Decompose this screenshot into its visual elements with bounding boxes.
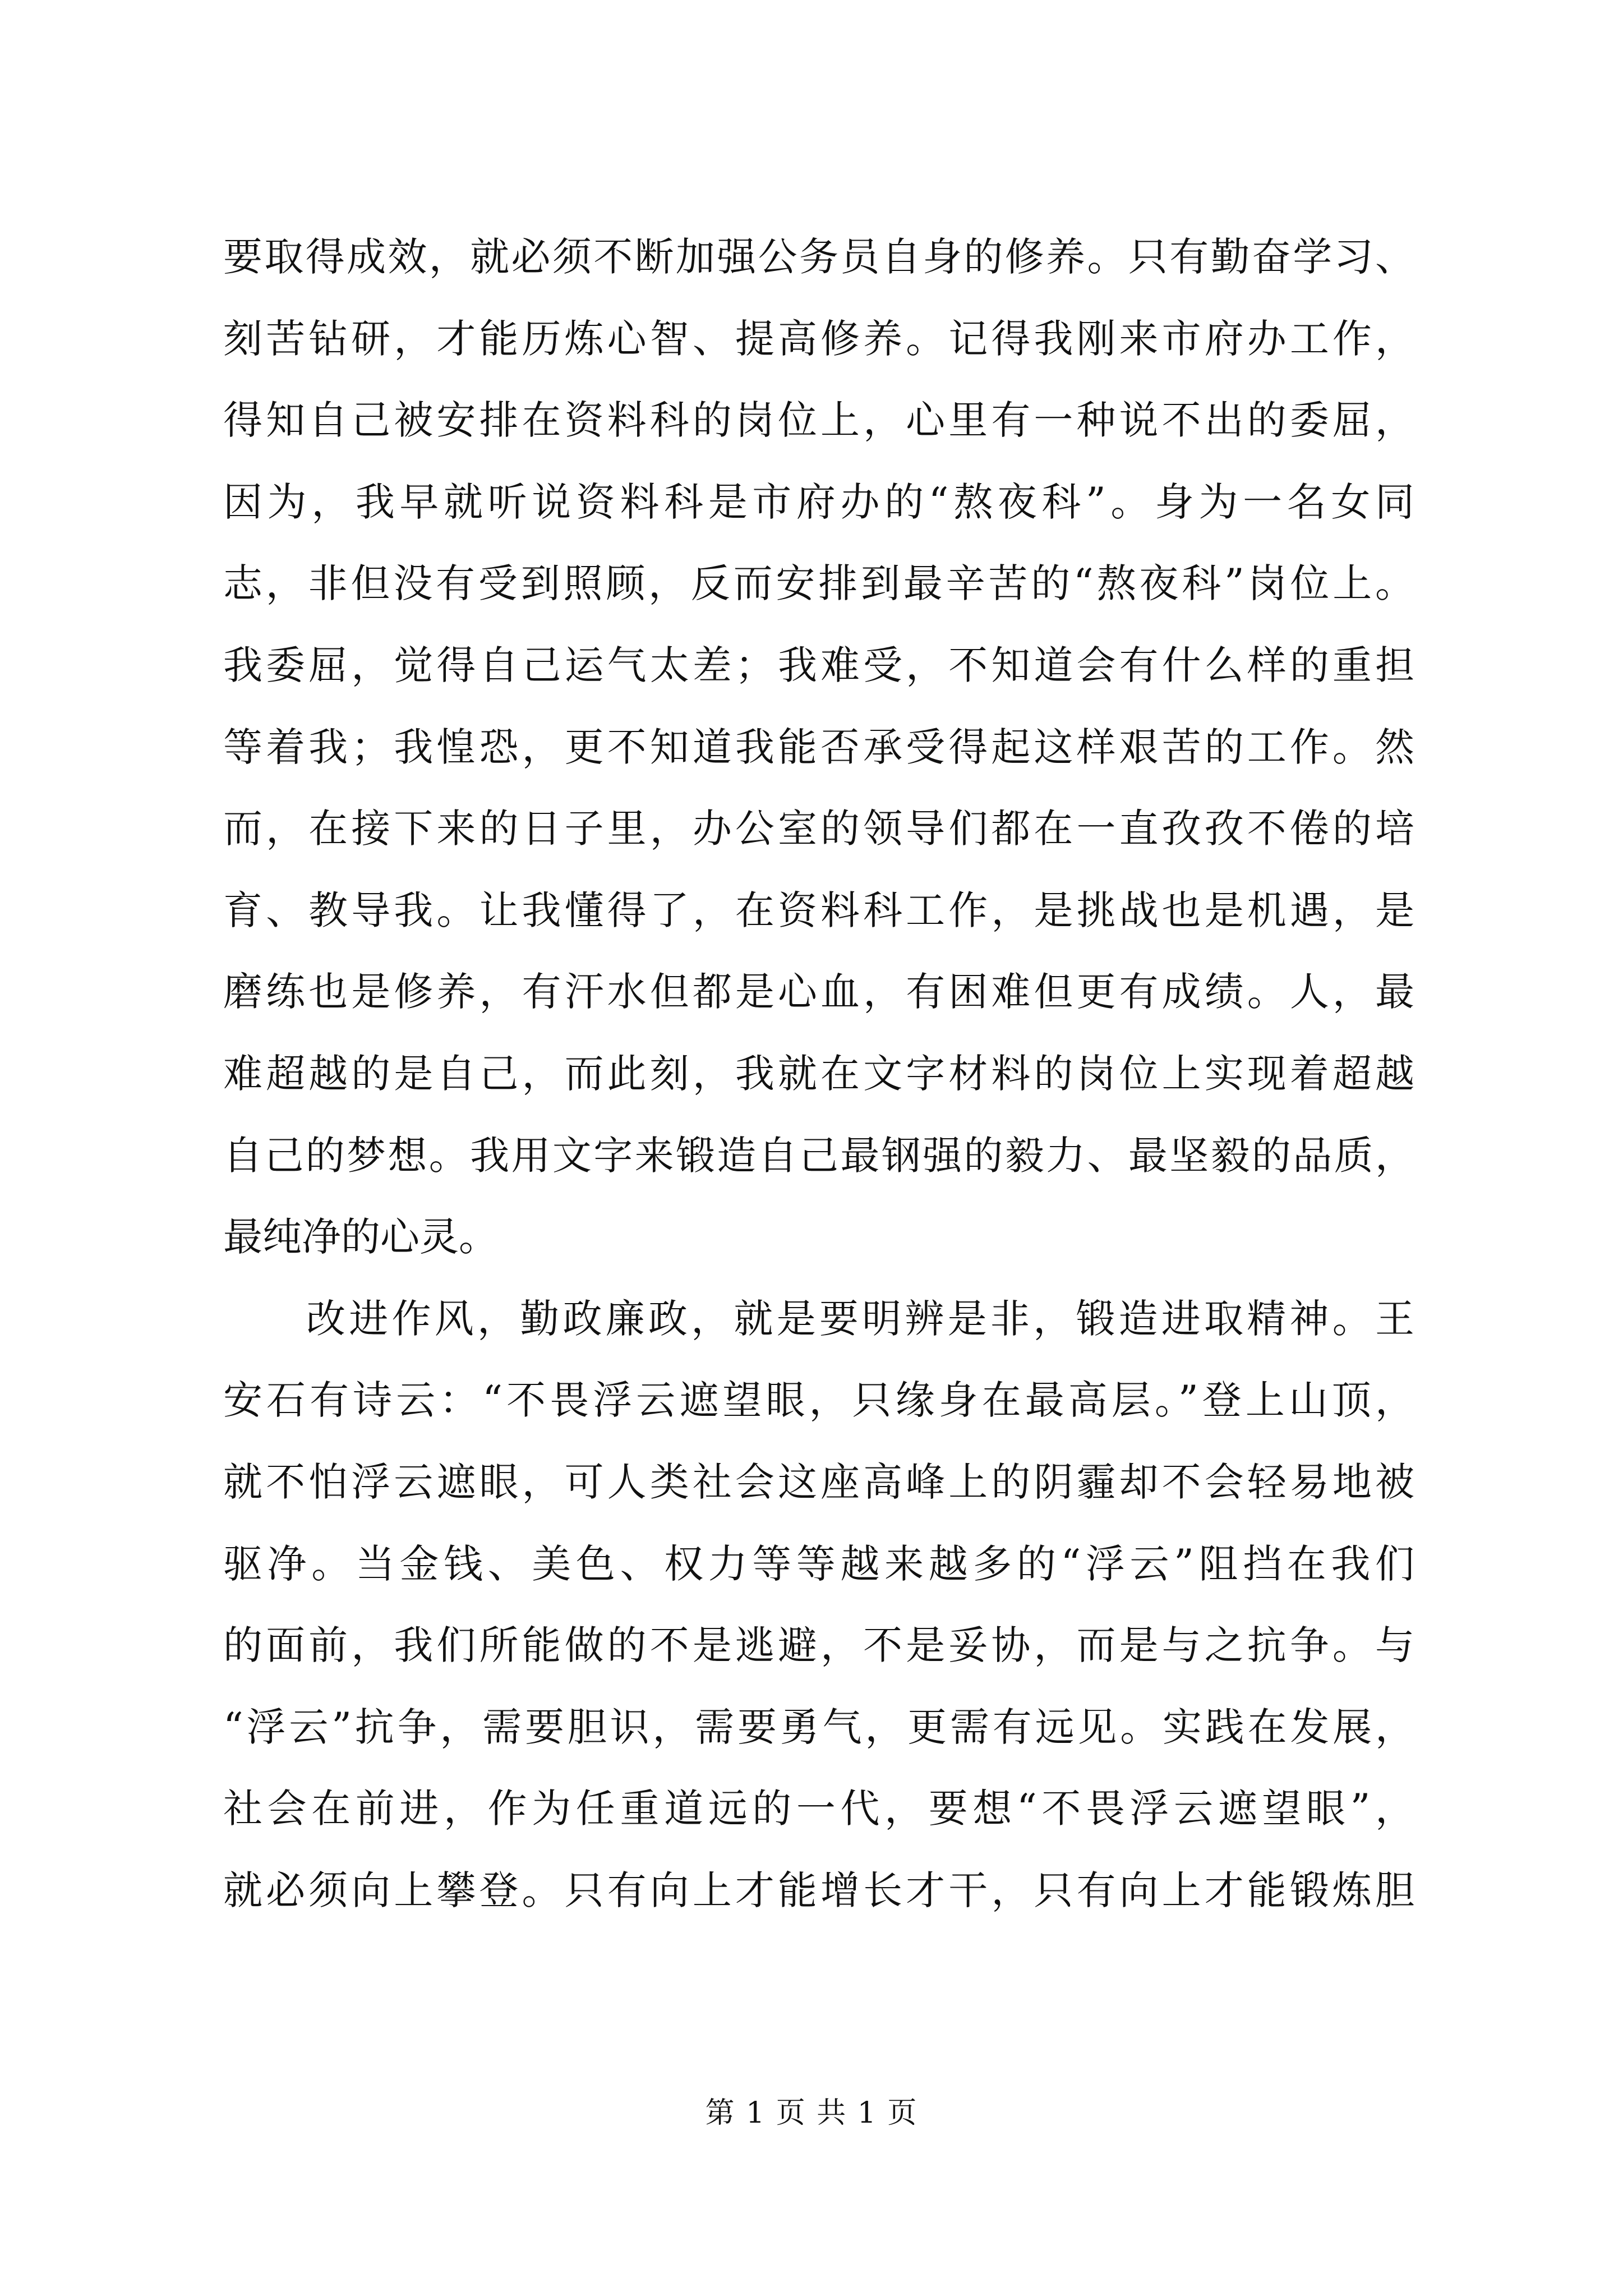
text-line: 得知自己被安排在资料科的岗位上，心里有一种说不出的委屈， [223,397,1414,444]
text-line: 就必须向上攀登。只有向上才能增长才干，只有向上才能锻炼胆 [223,1867,1414,1913]
text-line: 自己的梦想。我用文字来锻造自己最钢强的毅力、最坚毅的品质， [223,1132,1414,1179]
text-line: 育、教导我。让我懂得了，在资料科工作，是挑战也是机遇，是 [223,887,1414,933]
paragraph-2 [223,1278,1414,1932]
text-line: 我委屈，觉得自己运气太差；我难受，不知道会有什么样的重担 [223,642,1414,688]
paragraph-1 [223,217,1414,1278]
text-line: 社会在前进，作为任重道远的一代，要想“不畏浮云遮望眼”， [223,1786,1414,1832]
text-line: 刻苦钻研，才能历炼心智、提高修养。记得我刚来市府办工作， [223,315,1414,362]
text-line: 难超越的是自己，而此刻，我就在文字材料的岗位上实现着超越 [223,1050,1414,1097]
text-line: 的面前，我们所能做的不是逃避，不是妥协，而是与之抗争。与 [223,1622,1414,1669]
text-line: 要取得成效，就必须不断加强公务员自身的修养。只有勤奋学习、 [223,234,1414,280]
text-line: 最纯净的心灵。 [223,1214,498,1260]
text-line: 志，非但没有受到照顾，反而安排到最辛苦的“熬夜科”岗位上。 [223,560,1414,607]
text-line: 而，在接下来的日子里，办公室的领导们都在一直孜孜不倦的培 [223,806,1414,852]
text-line: 因为，我早就听说资料科是市府办的“熬夜科”。身为一名女同 [223,478,1414,525]
text-line: 磨练也是修养，有汗水但都是心血，有困难但更有成绩。人，最 [223,969,1414,1015]
text-line: 安石有诗云：“不畏浮云遮望眼，只缘身在最高层。”登上山顶， [223,1377,1414,1424]
text-line: 驱净。当金钱、美色、权力等等越来越多的“浮云”阻挡在我们 [223,1540,1414,1587]
text-line: “浮云”抗争，需要胆识，需要勇气，更需有远见。实践在发展， [223,1704,1414,1750]
page-number-footer: 第 1 页 共 1 页 [705,2096,918,2130]
text-line: 等着我；我惶恐，更不知道我能否承受得起这样艰苦的工作。然 [223,724,1414,770]
text-line: 就不怕浮云遮眼，可人类社会这座高峰上的阴霾却不会轻易地被 [223,1458,1414,1505]
body-text [223,217,1414,1931]
text-line: 改进作风，勤政廉政，就是要明辨是非，锻造进取精神。王 [306,1295,1414,1342]
